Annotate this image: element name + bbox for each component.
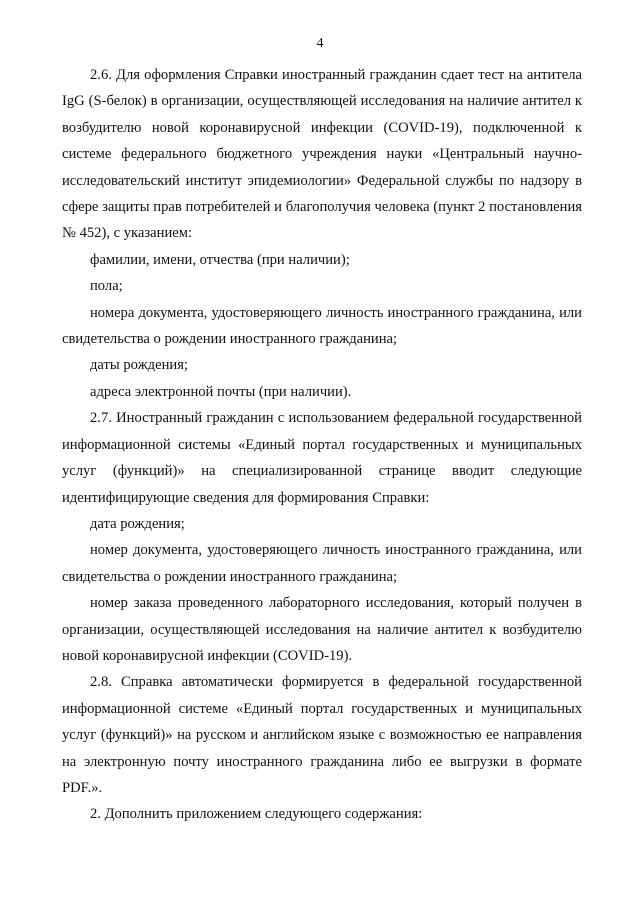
paragraph-2-7: 2.7. Иностранный гражданин с использованием федеральной государственной информационной системы «Единый портал государственных и муниципальных услуг (функций)» на специализированной странице вводит следующие идентифицирующие сведения для формирования Справки:	[62, 410, 582, 506]
list-item: фамилии, имени, отчества (при наличии);	[90, 251, 350, 268]
list-item: номер документа, удостоверяющего личность иностранного гражданина, или свидетельства о рождении иностранного гражданина;	[62, 542, 582, 585]
list-item: номера документа, удостоверяющего личность иностранного гражданина, или свидетельства о рождении иностранного гражданина;	[62, 304, 582, 348]
list-item: дата рождения;	[90, 515, 185, 532]
list-item: даты рождения;	[90, 357, 188, 374]
list-item: номер заказа проведенного лабораторного исследования, который получен в организации, осуществляющей исследования на наличие антител к возбудителю новой коронавирусной инфекции (COVID-19).	[62, 595, 582, 664]
document-body	[62, 62, 582, 828]
page-number: 4	[316, 36, 324, 51]
paragraph-2: 2. Дополнить приложением следующего содержания:	[90, 806, 423, 823]
list-item: пола;	[90, 278, 123, 295]
paragraph-2-6: 2.6. Для оформления Справки иностранный гражданин сдает тест на антитела IgG (S-белок) в организации, осуществляющей исследования на наличие антител к возбудителю новой коронавирусной инфекции (COVID-19), подключенной к системе федерального бюджетного учреждения науки «Центральный научно-исследовательский институт эпидемиологии» Федеральной службы по надзору в сфере защиты прав потребителей и благополучия человека (пункт 2 постановления № 452), с указанием:	[62, 67, 582, 242]
paragraph-2-8: 2.8. Справка автоматически формируется в федеральной государственной информационной системе «Единый портал государственных и муниципальных услуг (функций)» на русском и английском языке с возможностью ее направления на электронную почту иностранного гражданина либо ее выгрузки в формате PDF.».	[62, 674, 582, 796]
list-item: адреса электронной почты (при наличии).	[90, 383, 352, 400]
